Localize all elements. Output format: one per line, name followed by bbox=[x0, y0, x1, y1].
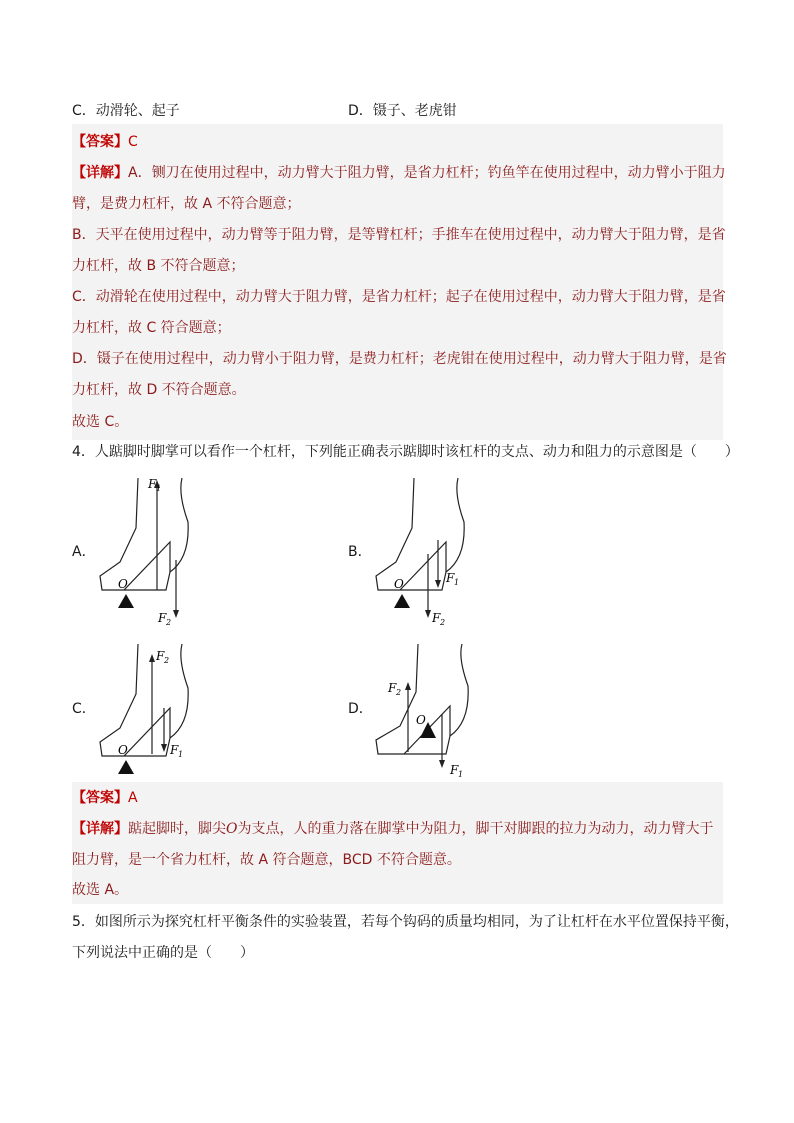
question-5-line2: 下列说法中正确的是（ ） bbox=[72, 945, 254, 961]
figure-d-label: D． bbox=[348, 701, 373, 717]
option-d: D．镊子、老虎钳 bbox=[348, 103, 457, 119]
figure-c-label: C． bbox=[72, 701, 96, 717]
detail-text: C．动滑轮在使用过程中，动力臂大于阻力臂，是省力杠杆；起子在使用过程中，动力臂大于阻力臂，是省 bbox=[72, 289, 726, 305]
answer-block-q3-end bbox=[72, 410, 723, 440]
detail-tag: 【详解】 bbox=[72, 821, 128, 837]
pivot-symbol: O bbox=[226, 821, 238, 837]
question-4-text: 4．人踮脚时脚掌可以看作一个杠杆，下列能正确表示踮脚时该杠杆的支点、动力和阻力的示意图是（ ） bbox=[72, 444, 739, 460]
detail-text: 力杠杆，故 D 不符合题意。 bbox=[72, 382, 246, 398]
detail-tag: 【详解】 bbox=[72, 165, 128, 181]
detail-text: A．铡刀在使用过程中，动力臂大于阻力臂，是省力杠杆；钓鱼竿在使用过程中，动力臂小于阻力 bbox=[128, 165, 726, 181]
figure-a-pivot-label: O bbox=[118, 577, 128, 591]
detail-line bbox=[72, 819, 713, 839]
figure-d-f-up-sub: 2 bbox=[396, 688, 402, 697]
question-5-line1: 5．如图所示为探究杠杆平衡条件的实验装置，若每个钩码的质量均相同，为了让杠杆在水平位置保持平衡， bbox=[72, 914, 739, 930]
figure-d-f-down-sub: 1 bbox=[458, 770, 464, 779]
figure-a-foot-diagram bbox=[94, 474, 214, 636]
detail-text: D．镊子在使用过程中，动力臂小于阻力臂，是费力杠杆；老虎钳在使用过程中，动力臂大于阻力臂，是省 bbox=[72, 351, 727, 367]
figure-a-f-down-sub: 2 bbox=[166, 618, 172, 627]
answer-block-q4 bbox=[72, 782, 723, 904]
figure-b-f-mid-sub: 1 bbox=[454, 578, 460, 587]
figure-c-foot-diagram bbox=[94, 642, 214, 782]
option-c: C．动滑轮、起子 bbox=[72, 103, 180, 119]
figure-b-f-down-sub: 2 bbox=[440, 618, 446, 627]
figure-a-f-down-label: F bbox=[158, 611, 167, 625]
figure-b-f-mid-label: F bbox=[446, 571, 455, 585]
figure-b-f-down-label: F bbox=[432, 611, 441, 625]
figure-d-foot-diagram bbox=[370, 642, 490, 782]
answer-line bbox=[72, 788, 138, 808]
answer-value: C bbox=[128, 134, 138, 150]
figure-b-foot-diagram bbox=[370, 474, 490, 636]
figure-d-f-up-label: F bbox=[388, 681, 397, 695]
detail-text: 力杠杆，故 B 不符合题意； bbox=[72, 258, 245, 274]
answer-block-q3 bbox=[72, 124, 727, 410]
answer-tag: 【答案】 bbox=[72, 790, 128, 806]
figure-d-f-down-label: F bbox=[450, 763, 459, 777]
figure-a-f-up-sub: 1 bbox=[156, 484, 162, 493]
detail-line bbox=[72, 163, 726, 183]
figure-b-pivot-label: O bbox=[394, 577, 404, 591]
detail-text: 阻力臂，是一个省力杠杆，故 A 符合题意，BCD 不符合题意。 bbox=[72, 852, 461, 868]
answer-line bbox=[72, 132, 138, 152]
answer-value: A bbox=[128, 790, 138, 806]
figure-c-f-mid-sub: 1 bbox=[178, 750, 184, 759]
detail-text: 故选 A。 bbox=[72, 882, 129, 898]
figure-c-pivot-label: O bbox=[118, 743, 128, 757]
figure-b-label: B． bbox=[348, 544, 372, 560]
detail-text: 臂，是费力杠杆，故 A 不符合题意； bbox=[72, 196, 301, 212]
detail-text: 故选 C。 bbox=[72, 414, 129, 430]
detail-text: B．天平在使用过程中，动力臂等于阻力臂，是等臂杠杆；手推车在使用过程中，动力臂大于阻力臂，是省 bbox=[72, 227, 726, 243]
figure-c-f-up-label: F bbox=[156, 649, 165, 663]
figure-c-f-up-sub: 2 bbox=[164, 656, 170, 665]
detail-text: 力杠杆，故 C 符合题意； bbox=[72, 320, 231, 336]
detail-text: 踮起脚时，脚尖 bbox=[128, 821, 226, 837]
detail-text: 为支点，人的重力落在脚掌中为阻力，脚干对脚跟的拉力为动力，动力臂大于 bbox=[237, 821, 714, 837]
figure-a-label: A． bbox=[72, 544, 96, 560]
figure-c-f-mid-label: F bbox=[170, 743, 179, 757]
answer-tag: 【答案】 bbox=[72, 134, 128, 150]
figure-a-f-up-label: F bbox=[148, 477, 157, 491]
figure-d-pivot-label: O bbox=[416, 713, 426, 727]
